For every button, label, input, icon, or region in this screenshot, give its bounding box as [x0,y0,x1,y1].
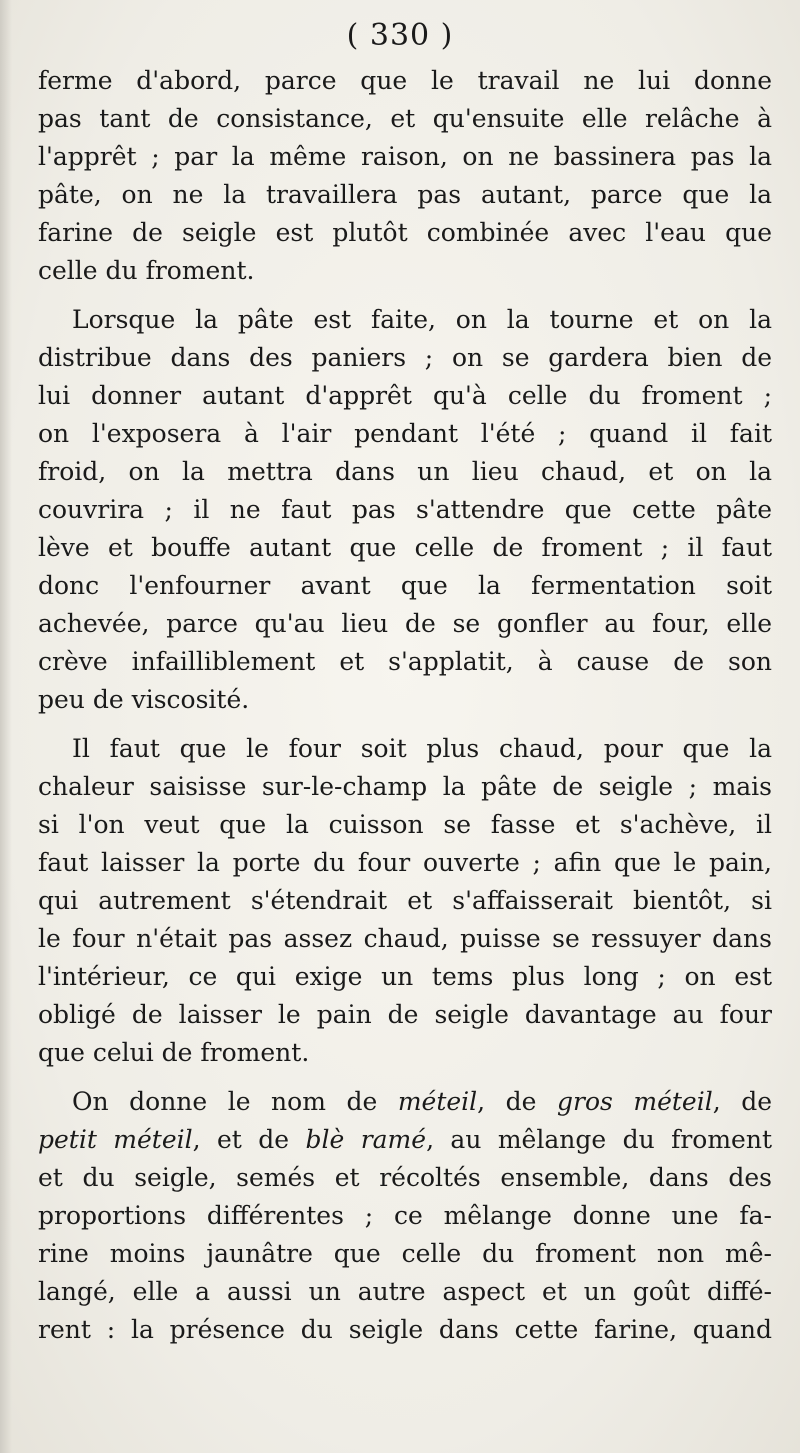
italic-term: gros méteil [556,1087,713,1116]
paragraph-3 [38,730,772,1072]
paragraph-4 [38,1083,772,1349]
text-line: qui autrement s'étendrait et s'affaisserait bientôt, si [38,886,772,915]
text-line: et du seigle, semés et récoltés ensemble, dans des [38,1163,772,1192]
text-line: rent : la présence du seigle dans cette farine, quand [38,1315,772,1344]
text-line: rine moins jaunâtre que celle du froment non mê- [38,1239,772,1268]
text-line: peu de viscosité. [38,685,250,714]
text-line: chaleur saisisse sur-le-champ la pâte de seigle ; mais [38,772,772,801]
paragraph-2 [38,301,772,719]
text-line-mixed [38,1083,772,1121]
text-line: celle du froment. [38,256,255,285]
text-line: proportions différentes ; ce mêlange donne une fa- [38,1201,772,1230]
text-line: crève infailliblement et s'applatit, à cause de son [38,647,772,676]
page-body [38,62,772,1349]
text-line: couvrira ; il ne faut pas s'attendre que cette pâte [38,495,772,524]
text-run: , de [712,1087,772,1116]
page-gutter-shadow [0,0,12,1453]
text-line: lève et bouffe autant que celle de froment ; il faut [38,533,772,562]
text-line: faut laisser la porte du four ouverte ; afin que le pain, [38,848,772,877]
italic-term: petit méteil [38,1125,193,1154]
text-line: froid, on la mettra dans un lieu chaud, et on la [38,457,772,486]
text-line: distribue dans des paniers ; on se gardera bien de [38,343,772,372]
text-run: , au mêlange du froment [426,1125,772,1154]
page-number: ( 330 ) [346,18,454,53]
text-line: le four n'était pas assez chaud, puisse se ressuyer dans [38,924,772,953]
text-line: langé, elle a aussi un autre aspect et un goût diffé- [38,1277,772,1306]
text-run: , et de [192,1125,306,1154]
text-line: pâte, on ne la travaillera pas autant, parce que la [38,180,772,209]
italic-term: méteil [397,1087,478,1116]
text-line: obligé de laisser le pain de seigle davantage au four [38,1000,772,1029]
text-line: Lorsque la pâte est faite, on la tourne et on la [72,305,772,334]
paragraph-gap [38,719,772,730]
text-line: l'intérieur, ce qui exige un tems plus long ; on est [38,962,772,991]
paragraph-gap [38,1072,772,1083]
text-line: l'apprêt ; par la même raison, on ne bassinera pas la [38,142,772,171]
text-run: , de [477,1087,557,1116]
text-line: pas tant de consistance, et qu'ensuite elle relâche à [38,104,772,133]
text-line: que celui de froment. [38,1038,310,1067]
text-line: Il faut que le four soit plus chaud, pour que la [72,734,772,763]
text-run: On donne le nom de [72,1087,398,1116]
text-line: si l'on veut que la cuisson se fasse et s'achève, il [38,810,772,839]
text-line: on l'exposera à l'air pendant l'été ; quand il fait [38,419,772,448]
italic-term: blè ramé [305,1125,427,1154]
text-line: farine de seigle est plutôt combinée avec l'eau que [38,218,772,247]
paragraph-1 [38,62,772,290]
paragraph-gap [38,290,772,301]
text-line: ferme d'abord, parce que le travail ne lui donne [38,66,772,95]
text-line: lui donner autant d'apprêt qu'à celle du froment ; [38,381,772,410]
text-line: donc l'enfourner avant que la fermentation soit [38,571,772,600]
text-line-mixed [38,1121,772,1159]
text-line: achevée, parce qu'au lieu de se gonfler au four, elle [38,609,772,638]
